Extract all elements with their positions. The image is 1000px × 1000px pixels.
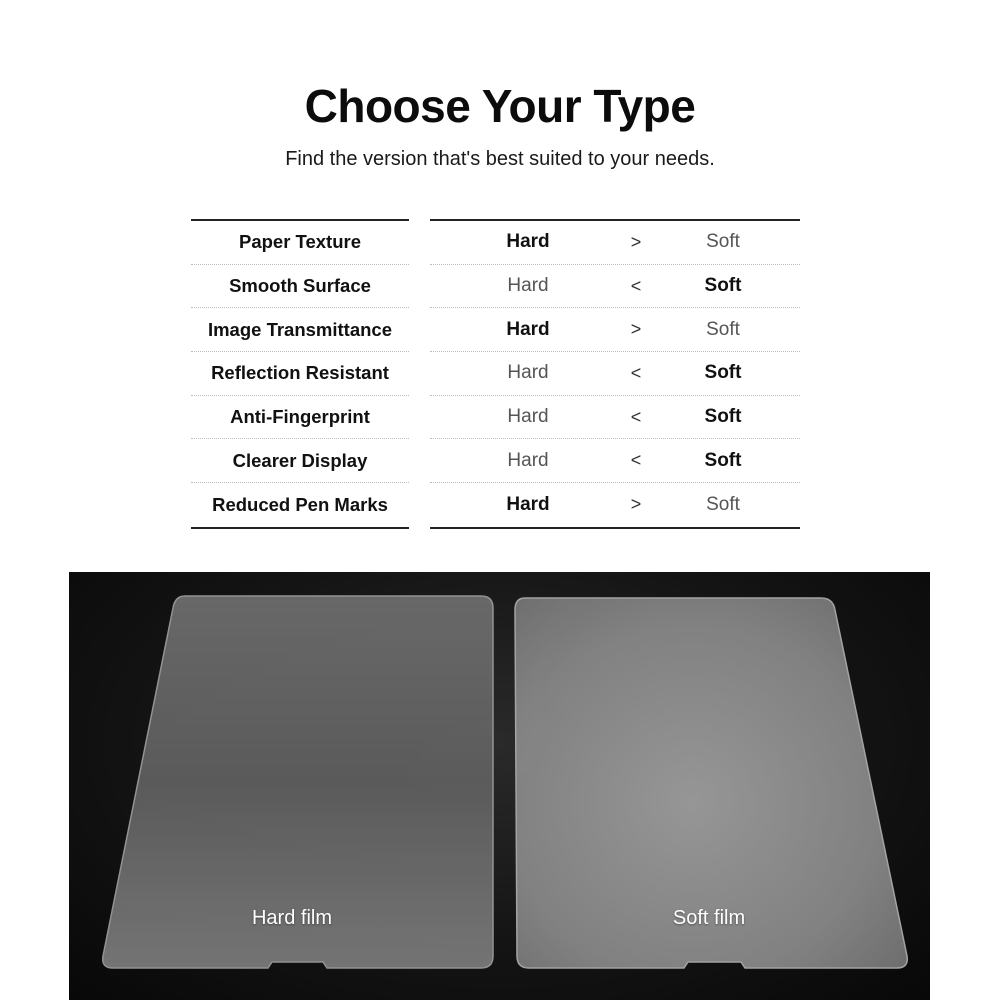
soft-value: Soft — [704, 362, 742, 384]
hard-value: Hard — [506, 231, 550, 253]
soft-value: Soft — [704, 275, 742, 297]
table-row — [430, 396, 800, 440]
table-row — [191, 483, 409, 527]
feature-label: Paper Texture — [238, 231, 361, 253]
comparator-symbol: > — [630, 231, 642, 252]
soft-film-label: Soft film — [672, 907, 746, 929]
feature-label: Anti-Fingerprint — [230, 406, 370, 428]
films-illustration — [69, 572, 930, 1000]
hard-film-label: Hard film — [251, 907, 332, 929]
feature-label: Clearer Display — [232, 449, 368, 471]
comparator-symbol: > — [630, 319, 642, 340]
table-row — [430, 221, 800, 265]
film-comparison-photo — [69, 572, 930, 1000]
table-row — [191, 265, 409, 309]
table-row — [191, 308, 409, 352]
feature-label: Smooth Surface — [229, 275, 371, 297]
table-row — [191, 396, 409, 440]
soft-value: Soft — [704, 449, 742, 471]
hard-value: Hard — [507, 449, 549, 471]
soft-value: Soft — [704, 406, 742, 428]
table-row — [430, 265, 800, 309]
table-row — [191, 221, 409, 265]
table-row — [430, 439, 800, 483]
soft-value: Soft — [706, 493, 740, 515]
table-row — [430, 352, 800, 396]
hard-value: Hard — [507, 275, 549, 297]
table-row — [430, 308, 800, 352]
soft-value: Soft — [706, 318, 740, 340]
hard-value: Hard — [507, 362, 549, 384]
comparator-symbol: < — [630, 406, 642, 427]
comparator-symbol: < — [630, 362, 642, 383]
hard-value: Hard — [507, 406, 549, 428]
table-row — [430, 483, 800, 527]
comparator-symbol: < — [630, 450, 642, 471]
comparator-symbol: > — [630, 494, 642, 515]
feature-label: Image Transmittance — [207, 318, 393, 340]
hard-value: Hard — [506, 318, 550, 340]
comparator-symbol: < — [630, 275, 642, 296]
table-row — [191, 439, 409, 483]
feature-label: Reduced Pen Marks — [212, 493, 388, 515]
page-title: Choose Your Type — [304, 80, 696, 132]
hard-value: Hard — [506, 493, 550, 515]
table-row — [191, 352, 409, 396]
soft-value: Soft — [706, 231, 740, 253]
page-subtitle: Find the version that's best suited to your needs. — [285, 148, 715, 170]
feature-column — [191, 219, 409, 529]
comparison-column — [430, 219, 800, 529]
feature-label: Reflection Resistant — [211, 362, 389, 384]
